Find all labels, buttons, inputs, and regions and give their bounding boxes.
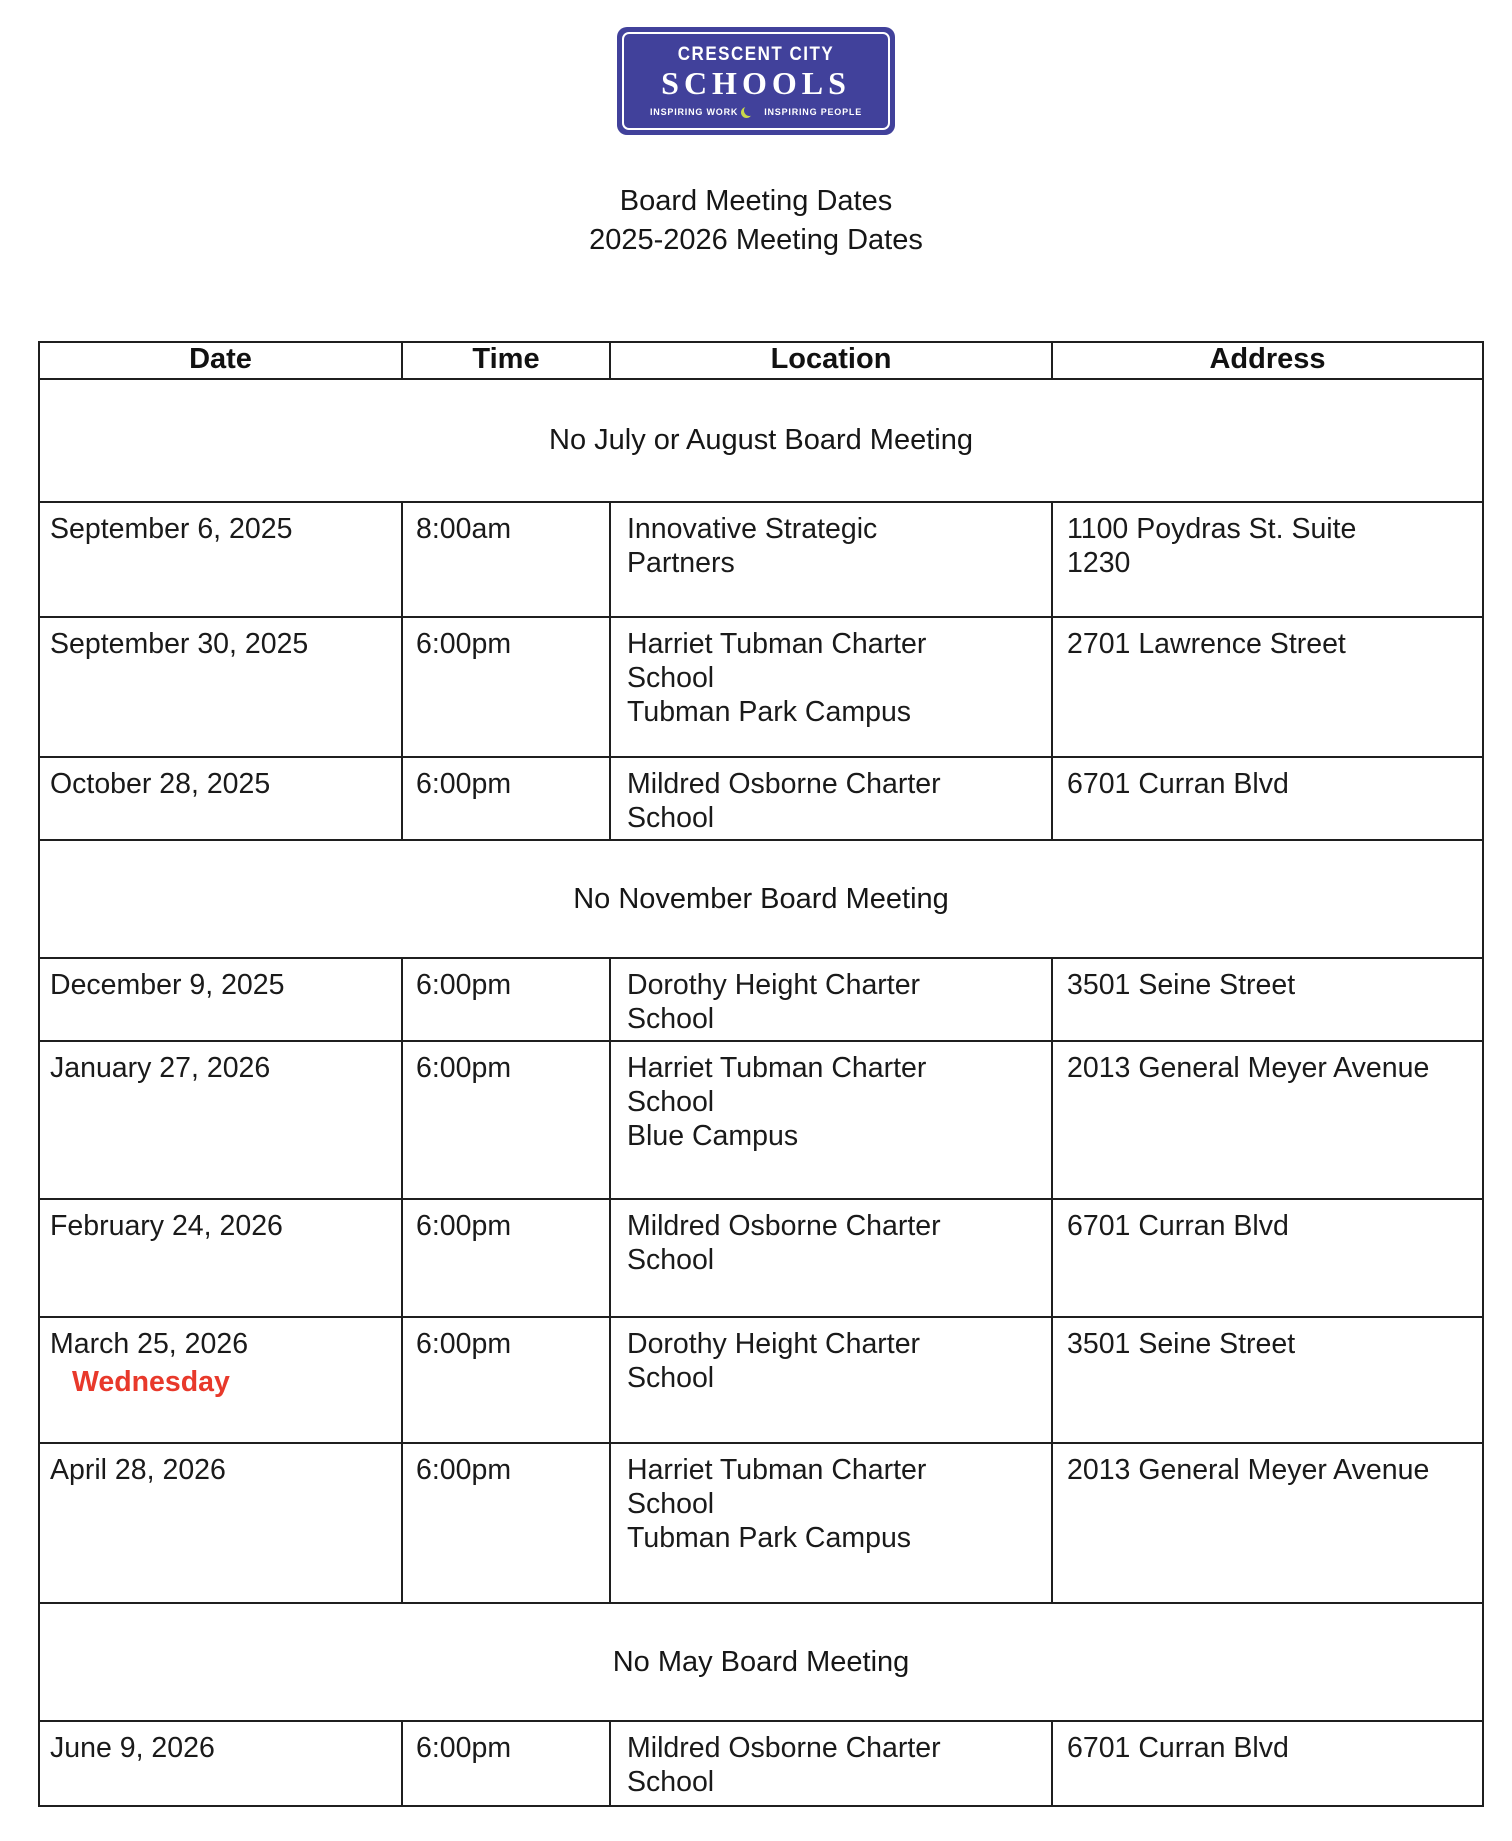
cell-text-line: Dorothy Height Charter xyxy=(627,969,921,1001)
date-cell xyxy=(39,1721,402,1806)
meeting-day-note: Wednesday xyxy=(72,1366,230,1398)
time-cell xyxy=(402,1721,610,1806)
meeting-date: February 24, 2026 xyxy=(50,1210,283,1242)
meeting-row xyxy=(39,617,1483,757)
cell-text-line: 2013 General Meyer Avenue xyxy=(1067,1052,1430,1084)
date-cell xyxy=(39,757,402,840)
meeting-row xyxy=(39,502,1483,617)
column-header-time: Time xyxy=(402,342,610,379)
cell-text-line: 1100 Poydras St. Suite xyxy=(1067,513,1357,545)
meeting-time: 6:00pm xyxy=(416,1210,512,1242)
time-cell xyxy=(402,502,610,617)
cell-text-line: 1230 xyxy=(1067,547,1131,579)
school-logo xyxy=(617,27,895,135)
date-cell xyxy=(39,958,402,1041)
notice-text: No July or August Board Meeting xyxy=(39,379,1483,502)
address-cell xyxy=(1052,958,1483,1041)
cell-text-line: School xyxy=(627,1086,715,1118)
location-cell xyxy=(610,1443,1052,1603)
location-cell xyxy=(610,1721,1052,1806)
notice-row xyxy=(39,840,1483,958)
location-cell xyxy=(610,1317,1052,1443)
cell-text-line: School xyxy=(627,1766,715,1798)
cell-text-line: Innovative Strategic xyxy=(627,513,878,545)
logo-tagline-right: INSPIRING PEOPLE xyxy=(764,106,863,117)
date-cell xyxy=(39,1199,402,1317)
meeting-row xyxy=(39,1199,1483,1317)
meeting-time: 6:00pm xyxy=(416,1454,512,1486)
date-cell xyxy=(39,1317,402,1443)
date-cell xyxy=(39,502,402,617)
meeting-date: January 27, 2026 xyxy=(50,1052,271,1084)
meeting-time: 8:00am xyxy=(416,513,512,545)
time-cell xyxy=(402,1199,610,1317)
notice-text: No November Board Meeting xyxy=(39,840,1483,958)
cell-text-line: Mildred Osborne Charter xyxy=(627,768,941,800)
time-cell xyxy=(402,958,610,1041)
location-cell xyxy=(610,1041,1052,1199)
meeting-row xyxy=(39,1443,1483,1603)
notice-row xyxy=(39,379,1483,502)
page-title-line1: Board Meeting Dates xyxy=(619,185,893,217)
time-cell xyxy=(402,617,610,757)
cell-text-line: Harriet Tubman Charter xyxy=(627,1052,927,1084)
cell-text-line: 3501 Seine Street xyxy=(1067,969,1296,1001)
address-cell xyxy=(1052,1721,1483,1806)
meeting-row xyxy=(39,958,1483,1041)
address-cell xyxy=(1052,1317,1483,1443)
cell-text-line: 2701 Lawrence Street xyxy=(1067,628,1346,660)
address-cell xyxy=(1052,1443,1483,1603)
time-cell xyxy=(402,1041,610,1199)
cell-text-line: Dorothy Height Charter xyxy=(627,1328,921,1360)
column-header-date: Date xyxy=(39,342,402,379)
meeting-time: 6:00pm xyxy=(416,1052,512,1084)
notice-text: No May Board Meeting xyxy=(39,1603,1483,1721)
meeting-row xyxy=(39,757,1483,840)
meeting-time: 6:00pm xyxy=(416,768,512,800)
meeting-time: 6:00pm xyxy=(416,969,512,1001)
address-cell xyxy=(1052,617,1483,757)
location-cell xyxy=(610,757,1052,840)
cell-text-line: School xyxy=(627,1362,715,1394)
logo-organization-name-top: CRESCENT CITY xyxy=(677,42,835,65)
time-cell xyxy=(402,757,610,840)
meeting-date: March 25, 2026 xyxy=(50,1328,249,1360)
meeting-date: December 9, 2025 xyxy=(50,969,285,1001)
cell-text-line: Tubman Park Campus xyxy=(627,1522,912,1554)
date-cell xyxy=(39,1041,402,1199)
cell-text-line: Partners xyxy=(627,547,735,579)
time-cell xyxy=(402,1443,610,1603)
meeting-date: September 6, 2025 xyxy=(50,513,293,545)
date-cell xyxy=(39,617,402,757)
location-cell xyxy=(610,617,1052,757)
meeting-time: 6:00pm xyxy=(416,1328,512,1360)
logo-tagline-left: INSPIRING WORK xyxy=(649,106,739,117)
address-cell xyxy=(1052,1041,1483,1199)
cell-text-line: School xyxy=(627,1003,715,1035)
meeting-date: October 28, 2025 xyxy=(50,768,271,800)
meeting-row xyxy=(39,1317,1483,1443)
meeting-date: September 30, 2025 xyxy=(50,628,309,660)
time-cell xyxy=(402,1317,610,1443)
cell-text-line: School xyxy=(627,802,715,834)
cell-text-line: 6701 Curran Blvd xyxy=(1067,1210,1289,1242)
cell-text-line: 3501 Seine Street xyxy=(1067,1328,1296,1360)
cell-text-line: Mildred Osborne Charter xyxy=(627,1732,941,1764)
cell-text-line: Tubman Park Campus xyxy=(627,696,912,728)
meeting-row xyxy=(39,1041,1483,1199)
crescent-moon-icon xyxy=(744,105,755,116)
logo-tagline xyxy=(650,105,862,118)
meeting-time: 6:00pm xyxy=(416,1732,512,1764)
meeting-row xyxy=(39,1721,1483,1806)
page-title xyxy=(0,182,1512,260)
logo-organization-name-bottom: SCHOOLS xyxy=(661,65,851,101)
meeting-time: 6:00pm xyxy=(416,628,512,660)
column-header-location: Location xyxy=(610,342,1052,379)
address-cell xyxy=(1052,757,1483,840)
cell-text-line: 6701 Curran Blvd xyxy=(1067,768,1289,800)
date-cell xyxy=(39,1443,402,1603)
location-cell xyxy=(610,958,1052,1041)
location-cell xyxy=(610,1199,1052,1317)
cell-text-line: Harriet Tubman Charter xyxy=(627,628,927,660)
notice-row xyxy=(39,1603,1483,1721)
cell-text-line: Mildred Osborne Charter xyxy=(627,1210,941,1242)
meeting-date: June 9, 2026 xyxy=(50,1732,215,1764)
cell-text-line: Blue Campus xyxy=(627,1120,799,1152)
cell-text-line: School xyxy=(627,662,715,694)
cell-text-line: School xyxy=(627,1488,715,1520)
meeting-date: April 28, 2026 xyxy=(50,1454,226,1486)
cell-text-line: Harriet Tubman Charter xyxy=(627,1454,927,1486)
cell-text-line: 6701 Curran Blvd xyxy=(1067,1732,1289,1764)
column-header-address: Address xyxy=(1052,342,1483,379)
table-header-row xyxy=(39,342,1483,379)
cell-text-line: 2013 General Meyer Avenue xyxy=(1067,1454,1430,1486)
page-title-line2: 2025-2026 Meeting Dates xyxy=(589,224,923,256)
location-cell xyxy=(610,502,1052,617)
address-cell xyxy=(1052,502,1483,617)
cell-text-line: School xyxy=(627,1244,715,1276)
meeting-dates-table xyxy=(38,341,1484,1807)
address-cell xyxy=(1052,1199,1483,1317)
